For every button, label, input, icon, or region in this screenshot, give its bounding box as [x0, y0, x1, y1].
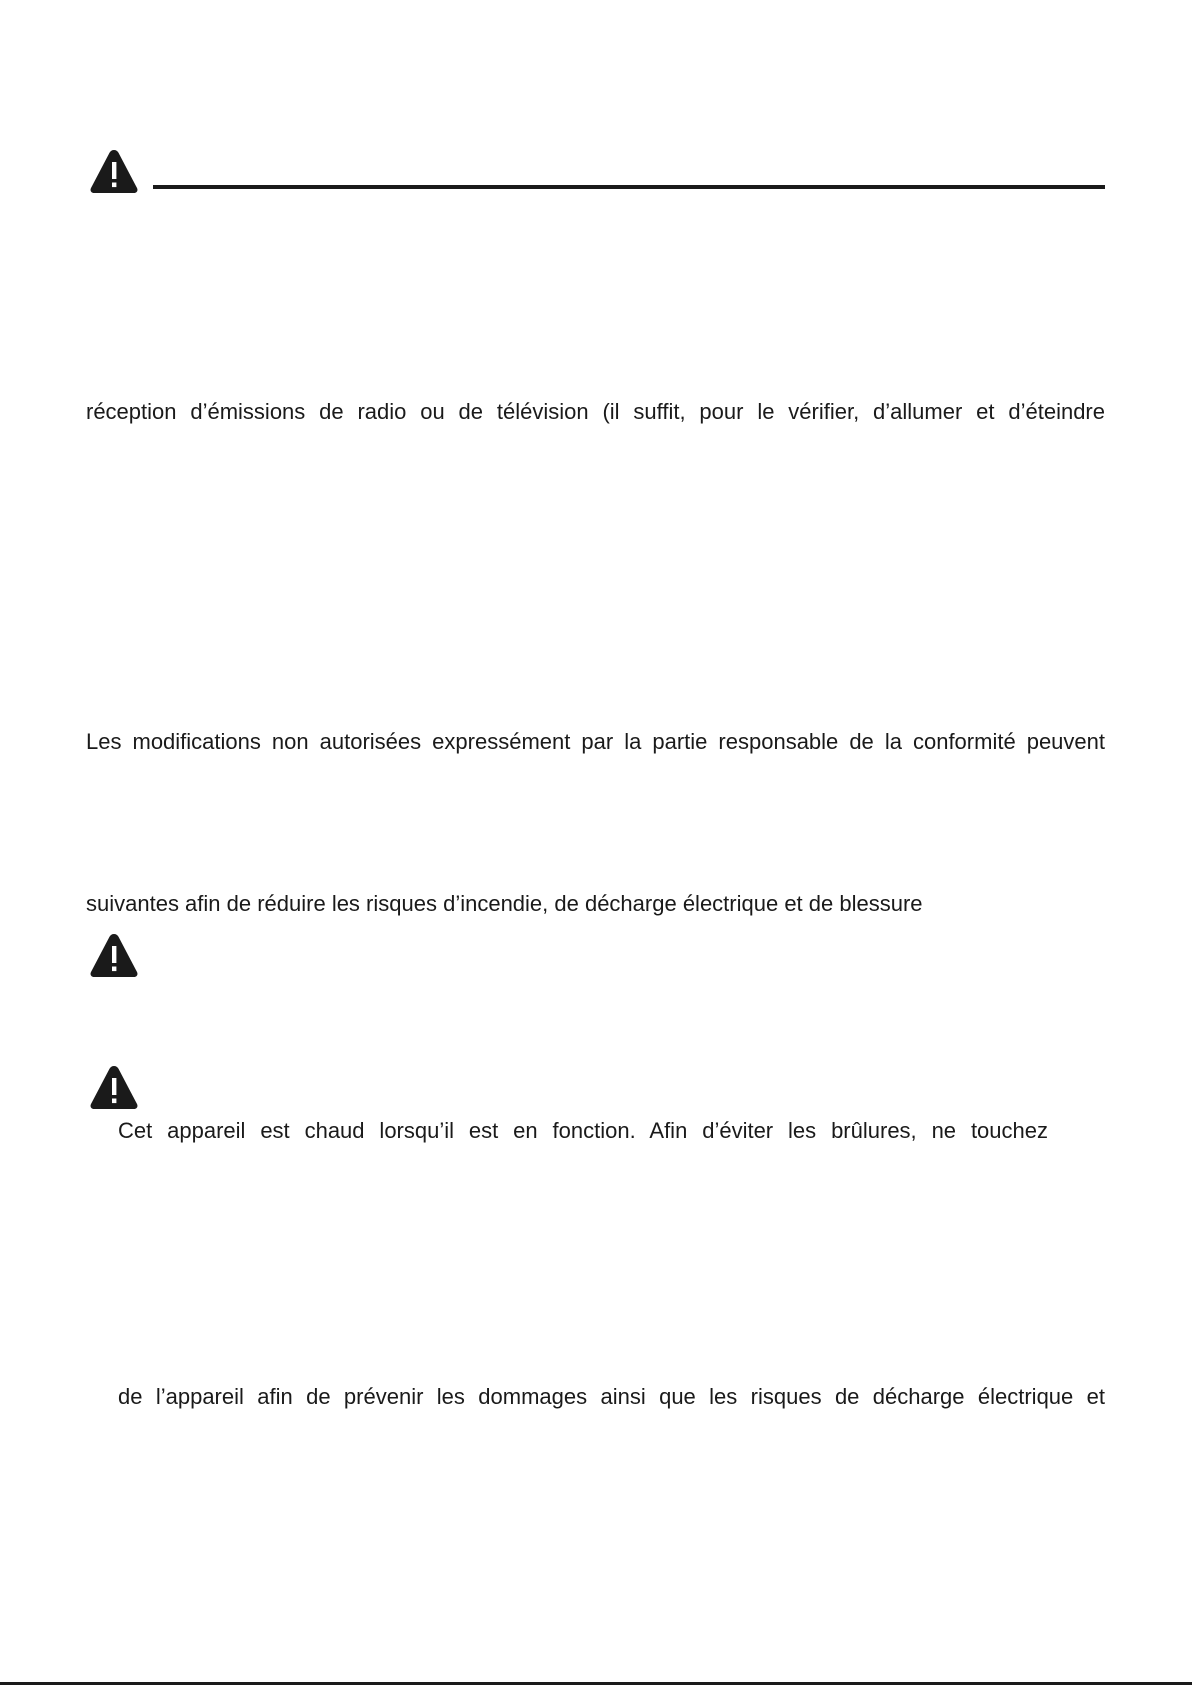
warning-triangle-icon	[89, 1064, 139, 1110]
header-rule	[153, 185, 1105, 189]
paragraph-line-modifications: Les modifications non autorisées expressément par la partie responsable de la conformité peuvent	[86, 729, 1105, 754]
warning-triangle-icon	[89, 148, 139, 194]
paragraph-line-reception: réception d’émissions de radio ou de télévision (il suffit, pour le vérifier, d’allumer et d’éteindre	[86, 399, 1105, 424]
warning-triangle-icon	[89, 932, 139, 978]
paragraph-line-appareil-chaud: Cet appareil est chaud lorsqu’il est en fonction. Afin d’éviter les brûlures, ne touchez	[118, 1118, 1048, 1143]
paragraph-line-suivantes: suivantes afin de réduire les risques d’incendie, de décharge électrique et de blessure	[86, 891, 923, 916]
paragraph-line-prevenir: de l’appareil afin de prévenir les dommages ainsi que les risques de décharge électrique et	[118, 1384, 1105, 1409]
